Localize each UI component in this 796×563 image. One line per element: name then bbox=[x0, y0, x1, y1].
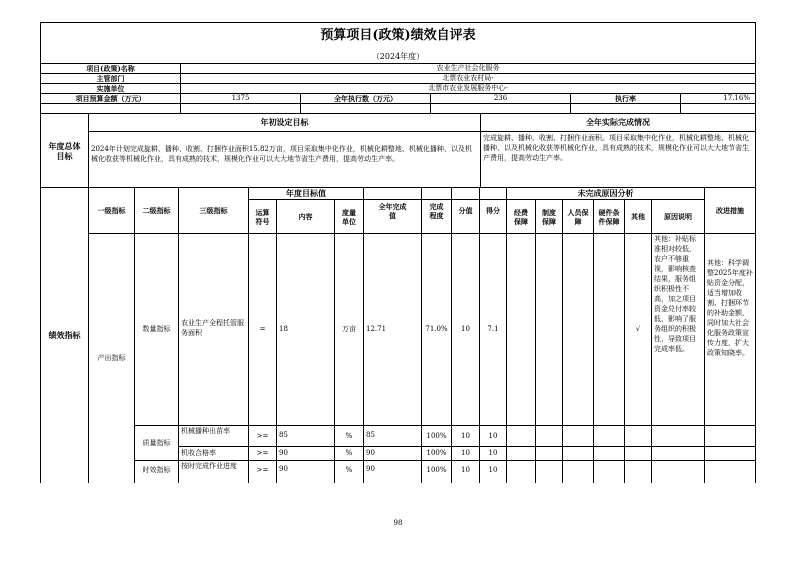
row-max: 10 bbox=[461, 449, 470, 457]
col-target-group: 年度目标值 bbox=[286, 188, 326, 198]
plan-header: 年初设定目标 bbox=[260, 117, 309, 127]
row-l3: 按时完成作业进度 bbox=[181, 462, 237, 470]
unit-value: 北票市农业发展服务中心- bbox=[428, 84, 508, 92]
row-l2: 质量指标 bbox=[142, 438, 171, 447]
row-content: 85 bbox=[279, 431, 288, 439]
col-score: 得分 bbox=[486, 206, 500, 215]
col-l3: 三级指标 bbox=[199, 206, 228, 215]
row-rate: 100% bbox=[426, 431, 447, 440]
col-done: 全年完成值 bbox=[378, 201, 407, 220]
actual-header: 全年实际完成情况 bbox=[586, 117, 650, 127]
dept-value: 北票农业农村局- bbox=[442, 74, 494, 82]
dept-label: 主管部门 bbox=[96, 74, 125, 83]
row-done: 90 bbox=[366, 449, 375, 457]
project-name-label: 项目(政策)名称 bbox=[86, 64, 135, 73]
col-r3: 人员保障 bbox=[567, 207, 589, 226]
budget-label: 项目预算金额（万元） bbox=[75, 94, 146, 103]
project-name-value: 农业生产社会化服务 bbox=[436, 64, 500, 72]
row-score: 10 bbox=[488, 465, 498, 474]
col-content: 内容 bbox=[298, 212, 313, 221]
row-l2: 时效指标 bbox=[142, 465, 171, 474]
row-max: 10 bbox=[461, 325, 470, 333]
overall-goal-label: 年度总体目标 bbox=[48, 140, 81, 161]
col-r6: 原因说明 bbox=[664, 212, 692, 221]
row-score: 7.1 bbox=[487, 325, 499, 333]
row-rate: 71.0% bbox=[425, 325, 448, 333]
col-reason-group: 未完成原因分析 bbox=[577, 188, 634, 198]
col-score-max: 分值 bbox=[458, 206, 473, 215]
col-rate: 完成程度 bbox=[429, 201, 444, 220]
row-score: 10 bbox=[488, 431, 498, 440]
col-r2: 制度保障 bbox=[542, 207, 556, 226]
exec-value: 236 bbox=[493, 94, 508, 102]
row-unit: % bbox=[345, 449, 353, 457]
row-op: >= bbox=[256, 465, 269, 474]
col-l2: 二级指标 bbox=[142, 206, 171, 215]
col-l1: 一级指标 bbox=[97, 206, 126, 215]
row-content: 18 bbox=[279, 325, 288, 333]
col-r1: 经费保障 bbox=[514, 207, 528, 226]
perf-label: 绩效指标 bbox=[48, 330, 81, 340]
page-title: 预算项目(政策)绩效自评表 bbox=[320, 28, 476, 43]
unit-label: 实施单位 bbox=[96, 84, 125, 93]
page-number: 98 bbox=[393, 518, 403, 527]
row-op: >= bbox=[256, 431, 269, 440]
row-rate: 100% bbox=[426, 449, 447, 457]
row-l2: 数量指标 bbox=[142, 325, 171, 333]
row-op: = bbox=[259, 325, 266, 333]
l1-output: 产出指标 bbox=[97, 354, 126, 362]
col-op: 运算符号 bbox=[255, 207, 270, 226]
row-l3: 机械播种出苗率 bbox=[181, 427, 230, 435]
row-other-check: √ bbox=[635, 325, 641, 333]
col-improve: 改进措施 bbox=[716, 206, 744, 215]
row-reason: 其他：补贴标准相对较低，农户不够重视，影响核查结果，服务组织积极性不高，加之项目资金兑付率较低，影响了服务组织的积极性，导致项目完成率低。 bbox=[654, 235, 696, 353]
row-unit: 万亩 bbox=[342, 325, 356, 333]
row-content: 90 bbox=[279, 449, 288, 457]
col-unit: 度量单位 bbox=[342, 207, 356, 226]
row-done: 90 bbox=[366, 465, 375, 473]
plan-text: 2024年计划完成旋耕、播种、收割、打捆作业面积15.82万亩，项目采取集中化作业，机械化耕整地、机械化播种、以及机械化收获等机械化作业，具有成熟的技术，规模化作业可以大大地节省生产费用，提高劳动生产率。 bbox=[91, 145, 472, 163]
row-content: 90 bbox=[279, 465, 288, 473]
rate-value: 17.16% bbox=[723, 94, 750, 102]
row-max: 10 bbox=[461, 465, 470, 474]
row-unit: % bbox=[345, 431, 353, 440]
exec-label: 全年执行数（万元） bbox=[334, 94, 397, 103]
col-r4: 硬件条件保障 bbox=[598, 207, 620, 226]
row-max: 10 bbox=[461, 431, 470, 440]
actual-text: 完成旋耕、播种、收割、打捆作业面积。项目采取集中化作业，机械化耕整地、机械化播种、以及机械化收获等机械化作业，具有成熟的技术，规模化作业可以大大地节省生产费用，提高劳动生产率。 bbox=[483, 134, 749, 162]
row-l3: 农业生产全程托管服务面积 bbox=[181, 319, 244, 337]
year-label: （2024年度） bbox=[371, 51, 425, 61]
row-unit: % bbox=[345, 465, 353, 474]
row-l3: 机收合格率 bbox=[181, 449, 216, 457]
col-r5: 其他 bbox=[631, 212, 645, 221]
row-done: 12.71 bbox=[366, 325, 387, 333]
row-rate: 100% bbox=[426, 465, 447, 474]
budget-value: 1375 bbox=[231, 94, 250, 102]
rate-label: 执行率 bbox=[615, 94, 636, 103]
row-improve: 其他：科学调整2025年度补贴资金分配，适当增加收割、打捆环节的补助金额，同时加大社会化服务政策宣传力度，扩大政策知晓率。 bbox=[707, 259, 753, 357]
row-op: >= bbox=[256, 449, 269, 457]
row-score: 10 bbox=[488, 449, 498, 457]
row-done: 85 bbox=[366, 431, 375, 439]
